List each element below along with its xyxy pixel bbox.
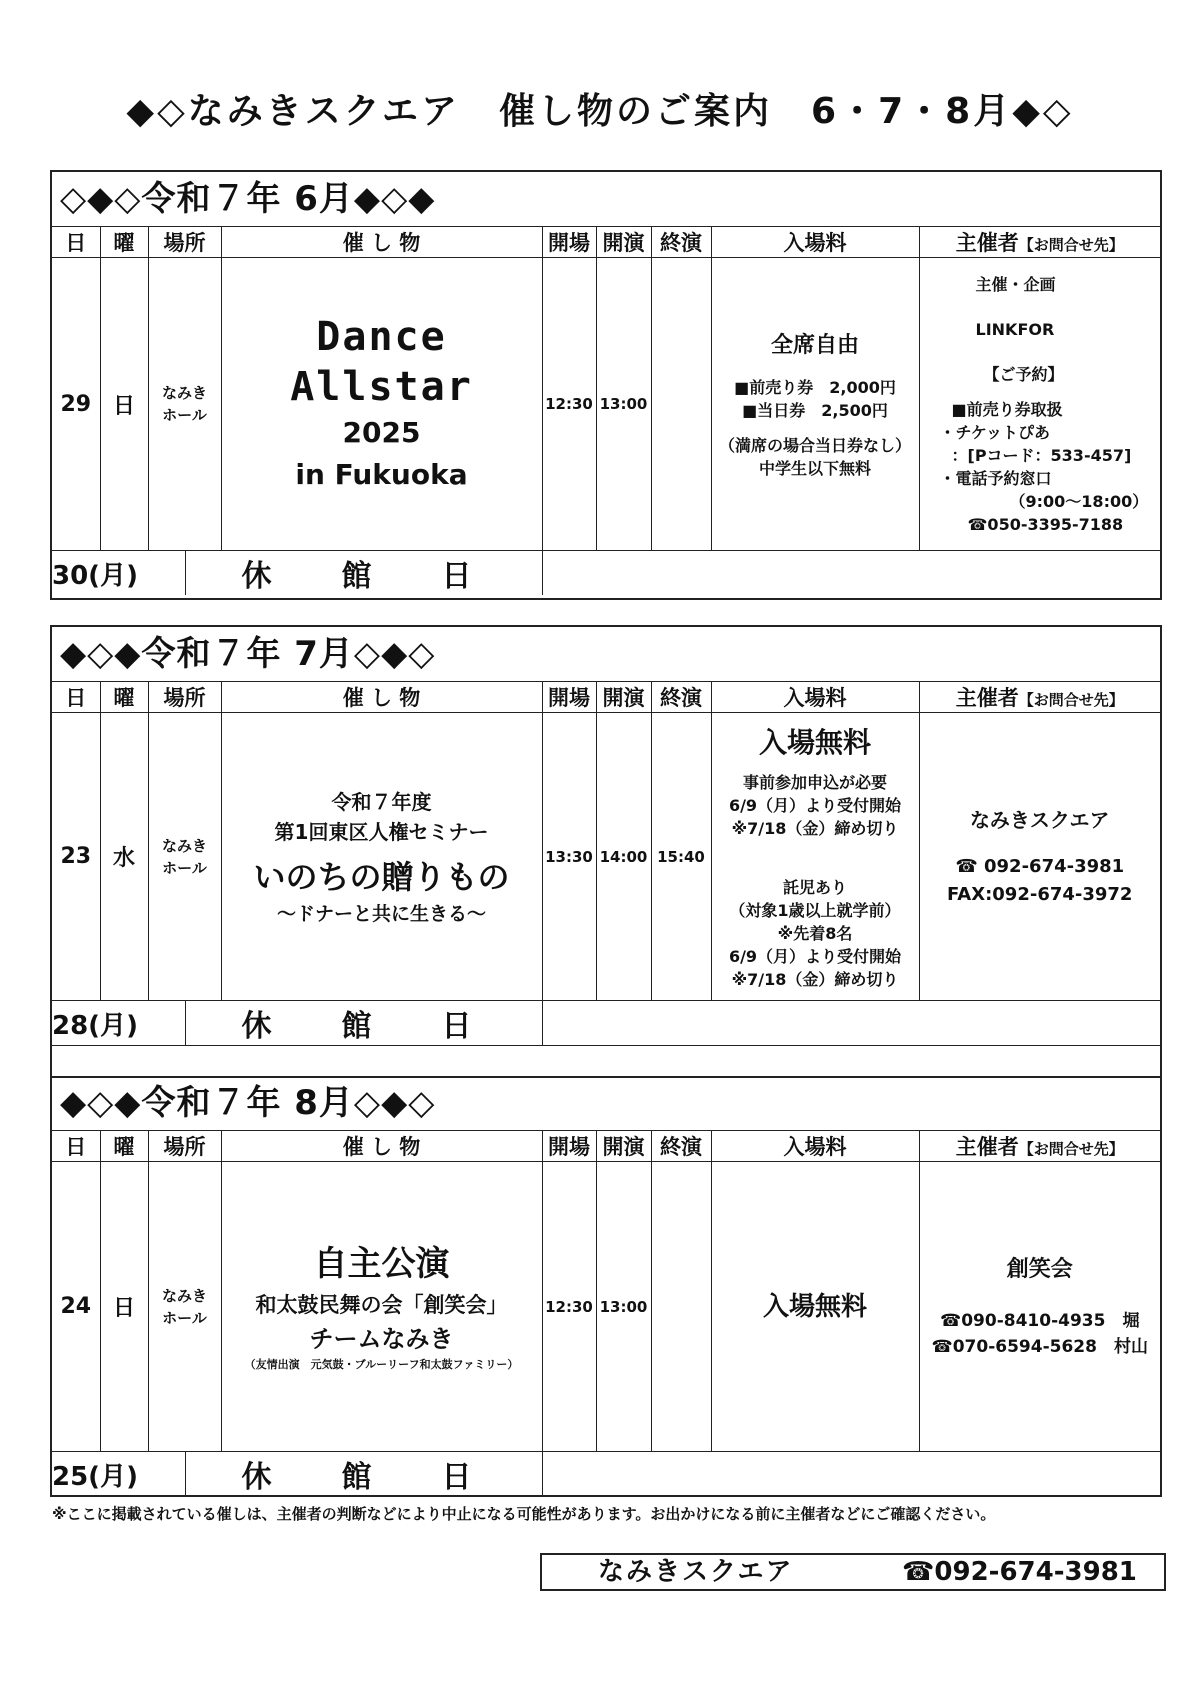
org-line: LINKFOR [975,319,1055,339]
july-header: ◆◇◆令和７年 7月◇◆◇ [52,627,1160,682]
event-organizer [919,1162,1160,1452]
col-end: 終演 [651,227,711,258]
closed-row [52,1001,1160,1046]
june-table [52,227,1160,595]
event-open: 12:30 [542,258,596,551]
col-dow: 曜 [100,1131,148,1162]
col-dow: 曜 [100,227,148,258]
event-day: 29 [52,258,100,551]
closed-label: 休館日 [241,1009,542,1044]
table-header-row [52,682,1160,713]
event-open: 13:30 [542,713,596,1001]
organizer-note: 【お問合せ先】 [1018,1140,1124,1158]
col-organizer [919,682,1160,713]
event-start: 14:00 [596,713,651,1001]
august-table [52,1131,1160,1496]
fee-line: 全席自由 [770,333,859,358]
fee-line: （対象1歳以上就学前） [729,900,901,920]
event-end [651,258,711,551]
col-event: 催 し 物 [221,227,542,258]
event-title-cell [221,713,542,1001]
fee-line: 入場無料 [758,725,871,759]
venue-line: ホール [162,406,207,424]
disclaimer-note: ※ここに掲載されている催しは、主催者の判断などにより中止になる可能性があります。お出かけになる前に主催者などにご確認ください。 [52,1505,996,1523]
event-venue [148,713,221,1001]
org-line: なみきスクエア [969,807,1110,832]
june-header: ◇◆◇令和７年 6月◆◇◆ [52,172,1160,227]
event-open: 12:30 [542,1162,596,1452]
event-place: in Fukuoka [295,458,468,491]
event-day: 24 [52,1162,100,1452]
event-title: いのちの贈りもの [253,857,510,896]
closed-row-right [542,1452,1160,1497]
fee-line: ■前売り券 2,000円 [734,378,896,397]
footer-phone: ☎092-674-3981 [902,1557,1137,1587]
fee-line: 入場無料 [762,1291,867,1322]
org-line: 主催・企画 [975,274,1056,294]
fee-line: 6/9（月）より受付開始 [728,946,902,966]
event-organizer [919,258,1160,551]
event-organizer [919,713,1160,1001]
event-line: 令和７年度 [331,789,432,814]
venue-line: なみき [161,384,207,402]
event-line: （友情出演 元気鼓・ブルーリーフ和太鼓ファミリー） [244,1357,519,1371]
closed-row-right [542,551,1160,596]
col-event: 催 し 物 [221,1131,542,1162]
closed-row [52,1452,1160,1497]
footer-name: なみきスクエア [598,1557,794,1587]
event-fee [711,713,919,1001]
event-fee [711,258,919,551]
event-title: 自主公演 [313,1243,450,1284]
org-line: ☎ 092-674-3981 [955,855,1125,877]
closed-row-left [52,1452,542,1497]
closed-label: 休館日 [241,559,542,594]
july-section [50,625,1162,1078]
col-end: 終演 [651,682,711,713]
org-line: ・電話予約窓口 [939,468,1052,488]
org-line: FAX:092-674-3972 [947,883,1133,905]
closed-date: 30(月) [52,551,186,595]
event-line: チームなみき [309,1324,454,1353]
org-line: 【ご予約】 [983,364,1064,384]
table-row [52,258,1160,551]
event-end [651,1162,711,1452]
event-dow: 日 [100,1162,148,1452]
event-venue [148,258,221,551]
organizer-note: 【お問合せ先】 [1018,236,1124,254]
event-year: 2025 [342,416,421,449]
venue-line: なみき [161,836,207,855]
event-title: Dance Allstar [290,314,473,410]
org-line: （9:00～18:00） [1009,491,1149,511]
org-line: ：[Pコード：533-457] [951,445,1132,465]
organizer-note: 【お問合せ先】 [1018,691,1124,709]
june-section [50,170,1162,600]
venue-line: なみき [161,1286,207,1305]
fee-line: 事前参加申込が必要 [742,772,887,792]
col-start: 開演 [596,1131,651,1162]
col-day: 日 [52,682,100,713]
event-day: 23 [52,713,100,1001]
fee-line: （満席の場合当日券なし） [718,436,911,455]
fee-line: ※7/18（金）締め切り [731,818,899,838]
table-header-row [52,227,1160,258]
col-venue: 場所 [148,227,221,258]
footer-contact-box [540,1553,1166,1591]
closed-row-right [542,1001,1160,1046]
event-title-cell [221,258,542,551]
venue-line: ホール [162,858,207,877]
fee-line: 6/9（月）より受付開始 [728,795,902,815]
organizer-label: 主催者 [955,231,1019,255]
col-start: 開演 [596,227,651,258]
col-fee: 入場料 [711,1131,919,1162]
event-end: 15:40 [651,713,711,1001]
org-line: ☎050-3395-7188 [967,514,1124,534]
org-line: 創笑会 [1006,1256,1073,1282]
table-header-row [52,1131,1160,1162]
org-line: ■前売り券取扱 [951,399,1063,419]
col-organizer [919,227,1160,258]
org-line: ・チケットぴあ [939,422,1051,442]
venue-line: ホール [162,1308,207,1327]
event-dow: 日 [100,258,148,551]
closed-date: 25(月) [52,1452,186,1496]
fee-line: 中学生以下無料 [758,459,871,478]
july-table [52,682,1160,1078]
table-row [52,1162,1160,1452]
org-line: ☎070-6594-5628 村山 [931,1336,1148,1357]
col-day: 日 [52,227,100,258]
organizer-label: 主催者 [955,686,1019,710]
closed-row [52,551,1160,596]
col-venue: 場所 [148,682,221,713]
col-organizer [919,1131,1160,1162]
closed-row-left [52,551,542,596]
col-end: 終演 [651,1131,711,1162]
event-start: 13:00 [596,1162,651,1452]
org-line: ☎090-8410-4935 堀 [940,1310,1140,1331]
fee-line: 託児あり [782,877,847,897]
closed-row-left [52,1001,542,1046]
event-venue [148,1162,221,1452]
fee-line: ※7/18（金）締め切り [731,969,899,989]
event-fee [711,1162,919,1452]
event-line: 和太鼓民舞の会「創笑会」 [255,1292,508,1317]
col-start: 開演 [596,682,651,713]
col-open: 開場 [542,1131,596,1162]
col-venue: 場所 [148,1131,221,1162]
col-open: 開場 [542,682,596,713]
table-row [52,713,1160,1001]
organizer-label: 主催者 [955,1135,1019,1159]
col-fee: 入場料 [711,682,919,713]
col-day: 日 [52,1131,100,1162]
event-title-cell [221,1162,542,1452]
col-fee: 入場料 [711,227,919,258]
col-event: 催 し 物 [221,682,542,713]
fee-line: ※先着8名 [777,923,853,943]
closed-date: 28(月) [52,1001,186,1045]
event-dow: 水 [100,713,148,1001]
spacer-row [52,1046,1160,1078]
fee-line: ■当日券 2,500円 [742,401,888,420]
closed-label: 休館日 [241,1460,542,1495]
page-title: ◆◇なみきスクエア 催し物のご案内 6・7・8月◆◇ [126,91,1074,132]
spacer-cell [52,1046,1160,1078]
august-header: ◆◇◆令和７年 8月◇◆◇ [52,1076,1160,1131]
col-dow: 曜 [100,682,148,713]
august-section [50,1076,1162,1497]
event-subtitle: ～ドナーと共に生きる～ [276,902,486,925]
event-start: 13:00 [596,258,651,551]
col-open: 開場 [542,227,596,258]
event-line: 第1回東区人権セミナー [274,819,489,844]
